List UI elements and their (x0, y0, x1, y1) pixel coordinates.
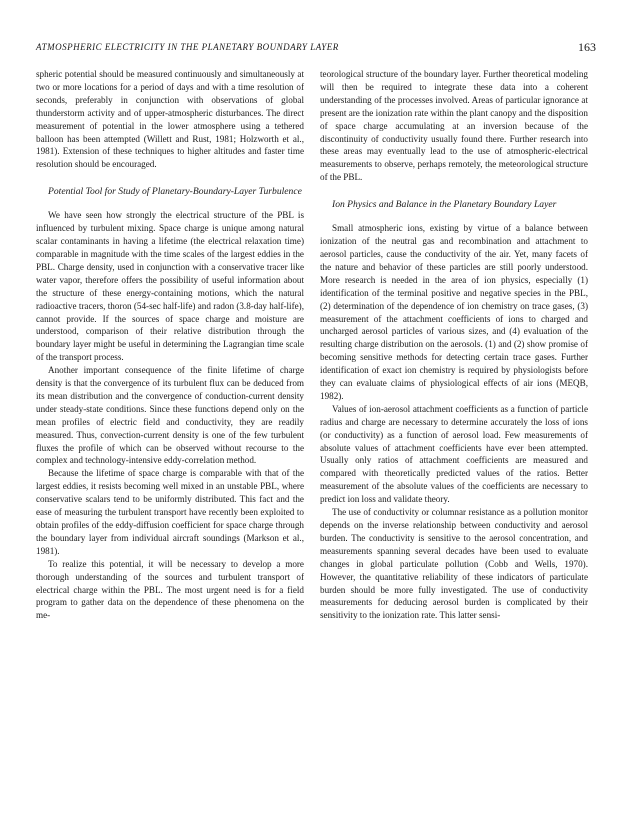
section-heading: Ion Physics and Balance in the Planetary Boundary Layer (332, 199, 557, 211)
paragraph: To realize this potential, it will be necessary to develop a more thorough understanding of the sources and turbulent transport of electrical charge within the PBL. The most urgent need is for a field program to gather data on the dependence of these phenomena on the me- (36, 558, 304, 621)
running-header (36, 42, 596, 56)
paragraph: spheric potential should be measured continuously and simultaneously at two or more locations for a period of days and with a time resolution of seconds, preferably in conjunction with observations of global thunderstorm activity and of upper-atmospheric disturbances. The direct measurement of potential in the lower atmosphere using a tethered balloon has been attempted (Willett and Rust, 1981; Holzworth et al., 1981). Extension of these techniques to higher altitudes and faster time resolution should be encouraged. (36, 69, 304, 170)
paragraph: We have seen how strongly the electrical structure of the PBL is influenced by turbulent mixing. Space charge is unique among natural scalar contaminants in having a lifetime (the electrical relaxation time) comparable in magnitude with the time scales of the largest eddies in the PBL. Charge density, used in conjunction with a conservative tracer like water vapor, therefore offers the possibility of useful information about the structure of these energy-containing motions, which the natural radioactive tracers, thoron (54-sec half-life) and radon (3.8-day half-life), cannot provide. If the sources of space charge and moisture are understood, comparison of their relative distribution through the boundary layer might be useful in determining the Lagrangian time scale of the transport process. (36, 210, 304, 363)
paragraph: The use of conductivity or columnar resistance as a pollution monitor depends on the inverse relationship between conductivity and aerosol burden. The conductivity is sensitive to the aerosol concentration, and measurements spanning several decades have been used to evaluate changes in global particulate pollution (Cobb and Wells, 1970). However, the quantitative reliability of these indicators of particulate burden should be more fully investigated. The use of conductivity measurements for deducing aerosol burden is complicated by their sensitivity to the ionization rate. This latter sensi- (320, 507, 588, 621)
page-number: 163 (578, 40, 596, 54)
section-heading: Potential Tool for Study of Planetary-Boundary-Layer Turbulence (48, 186, 302, 198)
paragraph: Values of ion-aerosol attachment coefficients as a function of particle radius and charge are necessary to determine accurately the loss of ions (or conductivity) as a function of aerosol load. Few measurements of absolute values of attachment coefficients have ever been attempted. Usually only ratios of attachment coefficients are measured and compared with theoretically predicted values of the ratios. Better measurement of the absolute values of the coefficients are necessary to predict ion loss and validate theory. (320, 403, 588, 505)
paragraph: teorological structure of the boundary layer. Further theoretical modeling will then be required to integrate these data into a coherent understanding of the processes involved. Areas of particular ignorance at present are the ionization rate within the plant canopy and the disposition of space charge accumulating at an inversion because of the discontinuity of conductivity usually found there. Further research into these areas may eventually lead to the use of atmospheric-electrical measurements to observe, perhaps remotely, the meteorological structure of the PBL. (320, 69, 588, 183)
running-head-title: ATMOSPHERIC ELECTRICITY IN THE PLANETARY BOUNDARY LAYER (36, 42, 339, 52)
paragraph: Another important consequence of the finite lifetime of charge density is that the convergence of its turbulent flux can be deduced from its mean distribution and the convergence of conduction-current density under steady-state conditions. Since these functions depend only on the mean profiles of electric field and conductivity, they are readily measured. Thus, convection-current density is one of the few turbulent fluxes the profile of which can be observed without recourse to the complex and technology-intensive eddy-correlation method. (36, 365, 304, 466)
left-column (36, 68, 304, 622)
right-column (320, 68, 588, 622)
paragraph: Because the lifetime of space charge is comparable with that of the largest eddies, it resists becoming well mixed in an unstable PBL, where conservative scalars tend to be uniformly distributed. This fact and the ease of measuring the turbulent transport have recently been exploited to obtain profiles of the eddy-diffusion coefficient for space charge through the boundary layer from individual aircraft soundings (Markson et al., 1981). (36, 468, 304, 556)
paragraph: Small atmospheric ions, existing by virtue of a balance between ionization of the neutral gas and recombination and attachment to aerosol particles, cause the conductivity of the air. Yet, many facets of the nature and behavior of these particles are still poorly understood. More research is needed in the area of ion physics, especially (1) identification of the terminal positive and negative species in the PBL, (2) determination of the dependence of ion chemistry on trace gases, (3) measurement of the attachment coefficients of ions to charged and uncharged aerosol particles of various sizes, and (4) evaluation of the resulting charge distribution on the aerosols. (1) and (2) show promise of becoming sensitive methods for detecting certain trace gases. Further identification of exact ion chemistry is required by physiologists before they can evaluate claims of physiological effects of air ions (MEQB, 1982). (320, 223, 588, 401)
